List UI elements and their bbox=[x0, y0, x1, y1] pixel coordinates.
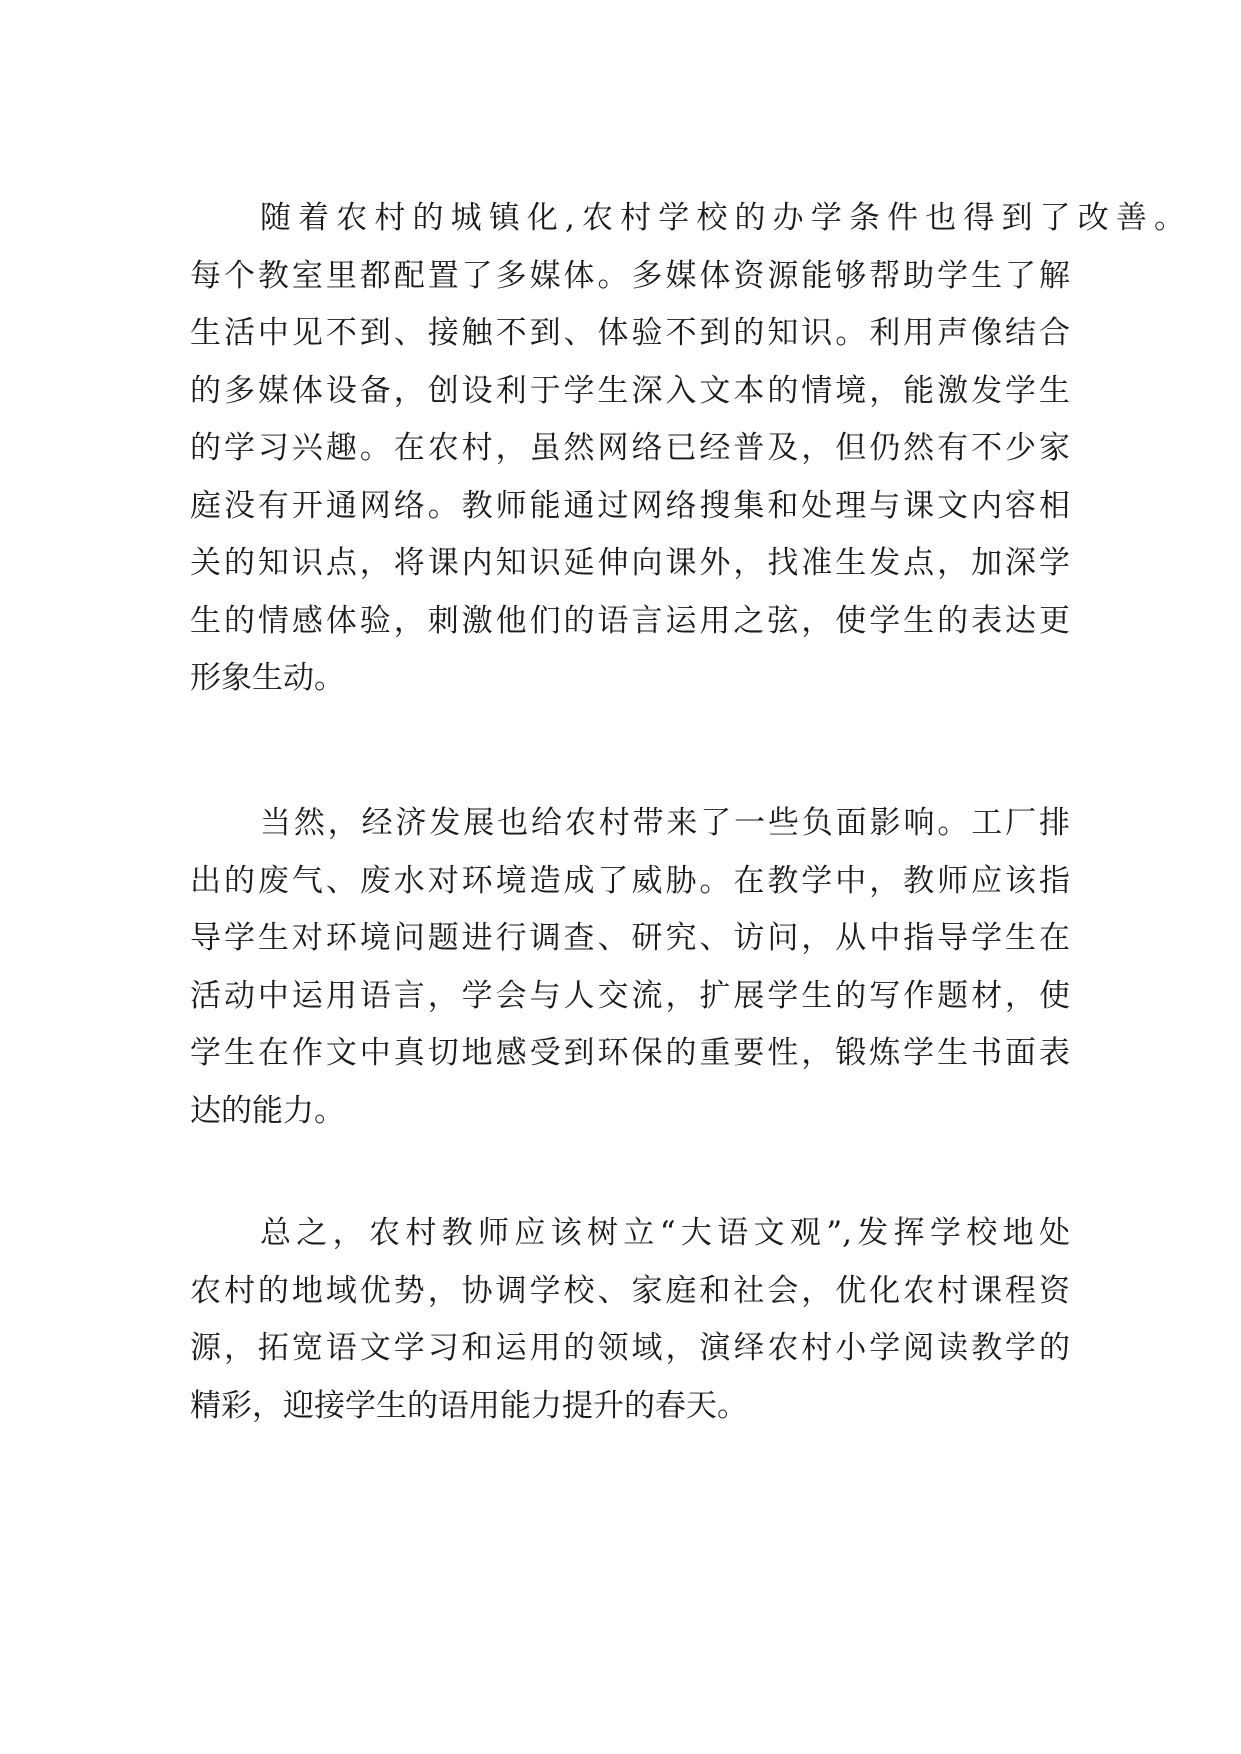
paragraph-line: 的学习兴趣。在农村，虽然网络已经普及，但仍然有不少家 bbox=[190, 430, 1070, 466]
paragraph-line: 源，拓宽语文学习和运用的领域，演绎农村小学阅读教学的 bbox=[190, 1330, 1070, 1366]
paragraph-line: 达的能力。 bbox=[190, 1092, 345, 1129]
paragraph-line: 形象生动。 bbox=[190, 660, 345, 696]
paragraph-line: 出的废气、废水对环境造成了威胁。在教学中，教师应该指 bbox=[190, 862, 1070, 899]
paragraph-line: 关的知识点，将课内知识延伸向课外，找准生发点，加深学 bbox=[190, 545, 1070, 581]
paragraph-line: 每个教室里都配置了多媒体。多媒体资源能够帮助学生了解 bbox=[190, 257, 1070, 294]
paragraph-1 bbox=[190, 190, 1185, 708]
paragraph-line: 当然，经济发展也给农村带来了一些负面影响。工厂排 bbox=[260, 805, 1070, 841]
paragraph-3 bbox=[190, 1205, 1070, 1435]
paragraph-line: 学生在作文中真切地感受到环保的重要性，锻炼学生书面表 bbox=[190, 1035, 1070, 1071]
paragraph-2 bbox=[190, 795, 1070, 1140]
paragraph-line: 生活中见不到、接触不到、体验不到的知识。利用声像结合 bbox=[190, 315, 1070, 351]
paragraph-line: 随着农村的城镇化,农村学校的办学条件也得到了改善。 bbox=[260, 200, 1185, 236]
paragraph-line: 庭没有开通网络。教师能通过网络搜集和处理与课文内容相 bbox=[190, 487, 1070, 524]
paragraph-line: 生的情感体验，刺激他们的语言运用之弦，使学生的表达更 bbox=[190, 602, 1070, 639]
paragraph-line: 活动中运用语言，学会与人交流，扩展学生的写作题材，使 bbox=[190, 977, 1070, 1014]
paragraph-line: 的多媒体设备，创设利于学生深入文本的情境，能激发学生 bbox=[190, 372, 1070, 409]
paragraph-line: 农村的地域优势，协调学校、家庭和社会，优化农村课程资 bbox=[190, 1272, 1070, 1309]
paragraph-line: 精彩，迎接学生的语用能力提升的春天。 bbox=[190, 1387, 748, 1424]
paragraph-line: 导学生对环境问题进行调查、研究、访问，从中指导学生在 bbox=[190, 920, 1070, 956]
paragraph-line: 总之，农村教师应该树立“大语文观”,发挥学校地处 bbox=[260, 1215, 1070, 1251]
